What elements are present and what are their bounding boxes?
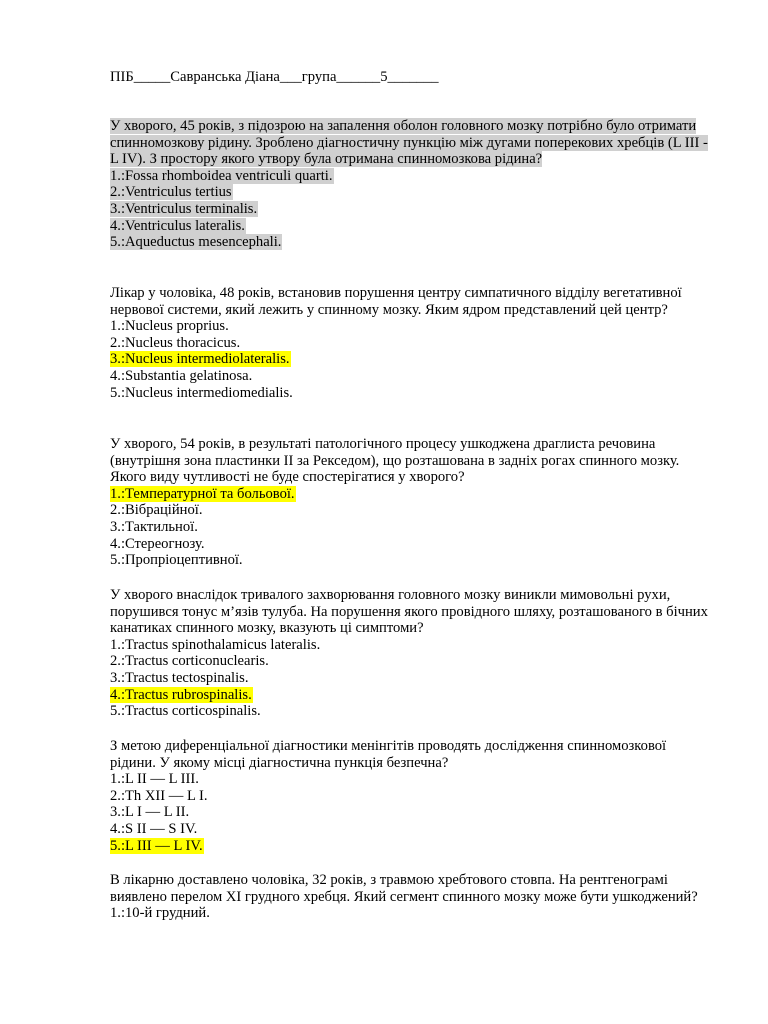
answer-option: 2.:Tractus corticonuclearis. [110, 653, 269, 670]
answer-option: 5.:Пропріоцептивної. [110, 552, 243, 569]
question-text: Лікар у чоловіка, 48 років, встановив порушення центру симпатичного відділу вегетативної нервової системи, який лежить у спинному мозку. Яким ядром представлений цей центр? [110, 285, 682, 318]
question-5 [110, 738, 710, 854]
answer-option: 3.:L I — L II. [110, 804, 190, 821]
question-text: У хворого, 54 років, в результаті патологічного процесу ушкоджена драглиста речовина (внутрішня зона пластинки II за Рекседом), що розташована в задніх рогах спинного мозку. Якого виду чутливості не буде спостерігатися у хворого? [110, 436, 680, 486]
question-2 [110, 285, 710, 401]
answer-option: 2.:Nucleus thoracicus. [110, 334, 241, 351]
question-4 [110, 587, 710, 720]
answer-option: 3.:Ventriculus terminalis. [110, 200, 258, 217]
answer-option-selected: 3.:Nucleus intermediolateralis. [110, 351, 290, 368]
answer-option-selected: 5.:L III — L IV. [110, 837, 203, 854]
question-3 [110, 436, 710, 569]
question-text: У хворого, 45 років, з підозрою на запалення оболон головного мозку потрібно було отримати спинномозкову рідину. Зроблено діагностичну пункцію між дугами поперекових хребців (L III - L IV). З простору якого утвору була отримана спинномозкова рідина? [110, 118, 708, 168]
answer-option: 3.:Тактильної. [110, 518, 198, 535]
question-1 [110, 118, 710, 251]
answer-option: 5.:Nucleus intermediomedialis. [110, 384, 293, 401]
question-text: З метою диференціальної діагностики менінгітів проводять дослідження спинномозкової рідини. У якому місці діагностична пункція безпечна? [110, 738, 667, 771]
answer-option: 1.:10-й грудний. [110, 905, 210, 922]
answer-option: 1.:Fossa rhomboidea ventriculi quarti. [110, 167, 333, 184]
student-header: ПІБ_____Савранська Діана___група______5_______ [110, 69, 439, 85]
answer-option-selected: 1.:Температурної та больової. [110, 485, 295, 502]
question-text: У хворого внаслідок тривалого захворювання головного мозку виникли мимовольні рухи, порушився тонус м’язів тулуба. На порушення якого провідного шляху, розташованого в бічних канатиках спинного мозку, вказують ці симптоми? [110, 587, 708, 637]
answer-option: 2.:Ventriculus tertius [110, 184, 232, 201]
answer-option: 4.:Substantia gelatinosa. [110, 367, 253, 384]
question-text: В лікарню доставлено чоловіка, 32 років, з травмою хребтового стовпа. На рентгенограмі виявлено перелом XI грудного хребця. Який сегмент спинного мозку може бути ушкоджений? [110, 872, 698, 905]
answer-option: 2.:Вібраційної. [110, 502, 203, 519]
answer-option: 5.:Aqueductus mesencephali. [110, 234, 282, 251]
answer-option: 5.:Tractus corticospinalis. [110, 703, 261, 720]
answer-option: 3.:Tractus tectospinalis. [110, 669, 249, 686]
answer-option: 1.:Tractus spinothalamicus lateralis. [110, 636, 321, 653]
answer-option: 4.:S II — S IV. [110, 820, 198, 837]
answer-option: 1.:Nucleus proprius. [110, 318, 229, 335]
answer-option: 1.:L II — L III. [110, 771, 199, 788]
answer-option: 4.:Стереогнозу. [110, 535, 205, 552]
answer-option-selected: 4.:Tractus rubrospinalis. [110, 686, 252, 703]
answer-option: 4.:Ventriculus lateralis. [110, 217, 245, 234]
answer-option: 2.:Th XII — L I. [110, 787, 208, 804]
question-6 [110, 872, 710, 922]
